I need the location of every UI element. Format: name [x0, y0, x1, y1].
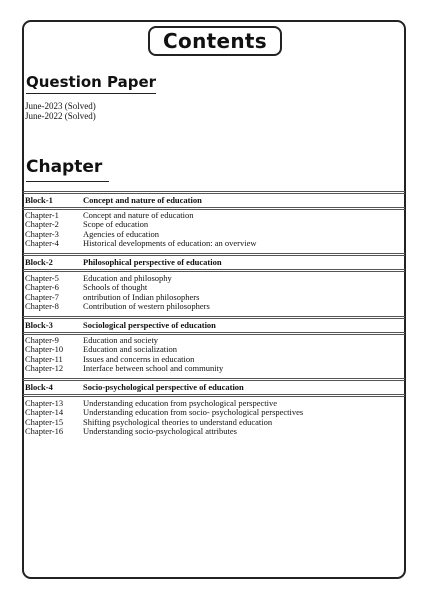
chapter-list-block-2: [25, 274, 403, 312]
block-label: Block-2: [25, 257, 53, 267]
chapter-row[interactable]: [25, 283, 403, 292]
block-header-3: [23, 316, 405, 335]
chapter-list-block-4: [25, 399, 403, 437]
chapter-row[interactable]: [25, 239, 403, 248]
block-title: Sociological perspective of education: [83, 320, 216, 330]
question-paper-item: June-2022 (Solved): [25, 111, 96, 121]
chapter-row[interactable]: [25, 274, 403, 283]
block-header-4: [23, 378, 405, 397]
chapter-row[interactable]: [25, 211, 403, 220]
block-header-1: [23, 191, 405, 210]
chapter-row[interactable]: [25, 345, 403, 354]
question-paper-heading: Question Paper: [26, 73, 157, 91]
chapter-title: Scope of education: [83, 219, 149, 230]
block-label: Block-3: [25, 320, 53, 330]
chapter-number: Chapter-11: [25, 353, 63, 364]
chapter-number: Chapter-2: [25, 219, 59, 230]
chapter-title: Agencies of education: [83, 228, 159, 239]
chapter-title: Historical developments of education: an overview: [83, 238, 257, 249]
chapter-title: Understanding education from psychological perspective: [83, 398, 278, 408]
block-title: Concept and nature of education: [83, 195, 202, 205]
chapter-number: Chapter-13: [25, 398, 64, 408]
chapter-number: Chapter-10: [25, 344, 64, 355]
chapter-row[interactable]: [25, 220, 403, 229]
block-title: Philosophical perspective of education: [83, 257, 222, 267]
chapter-number: Chapter-3: [25, 228, 59, 239]
chapter-heading: Chapter: [26, 157, 103, 177]
chapter-row[interactable]: [25, 302, 403, 311]
chapter-list-block-1: [25, 211, 403, 249]
chapter-row[interactable]: [25, 364, 403, 373]
chapter-number: Chapter-1: [25, 210, 59, 220]
chapter-title: Understanding education from socio- psychological perspectives: [83, 407, 304, 418]
chapter-number: Chapter-9: [25, 335, 59, 345]
chapter-number: Chapter-6: [25, 282, 59, 293]
chapter-number: Chapter-16: [25, 426, 64, 437]
block-label: Block-1: [25, 195, 53, 205]
chapter-row[interactable]: [25, 427, 403, 436]
chapter-title: Contribution of western philosophers: [83, 301, 210, 312]
chapter-title: Schools of thought: [83, 282, 148, 293]
block-label: Block-4: [25, 382, 53, 392]
chapter-number: Chapter-12: [25, 363, 64, 374]
chapter-number: Chapter-4: [25, 238, 59, 249]
chapter-number: Chapter-8: [25, 301, 59, 312]
chapter-number: Chapter-5: [25, 273, 59, 283]
question-paper-underline: [26, 93, 156, 94]
chapter-number: Chapter-7: [25, 291, 59, 302]
chapter-title: Understanding socio-psychological attributes: [83, 426, 237, 437]
chapter-title: Education and socialization: [83, 344, 177, 355]
block-header-2: [23, 253, 405, 272]
chapter-title: Concept and nature of education: [83, 210, 194, 220]
chapter-title: ontribution of Indian philosophers: [83, 291, 200, 302]
chapter-title: Issues and concerns in education: [83, 353, 195, 364]
chapter-underline: [26, 181, 109, 182]
chapter-number: Chapter-14: [25, 407, 64, 418]
chapter-title: Education and philosophy: [83, 273, 172, 283]
page-title: Contents: [148, 26, 282, 56]
chapter-row[interactable]: [25, 293, 403, 302]
chapter-list-block-3: [25, 336, 403, 374]
chapter-number: Chapter-15: [25, 416, 64, 427]
chapter-title: Interface between school and community: [83, 363, 224, 374]
block-title: Socio-psychological perspective of education: [83, 382, 244, 392]
question-paper-item: June-2023 (Solved): [25, 101, 96, 111]
chapter-row[interactable]: [25, 336, 403, 345]
chapter-title: Shifting psychological theories to understand education: [83, 416, 273, 427]
chapter-title: Education and society: [83, 335, 159, 345]
